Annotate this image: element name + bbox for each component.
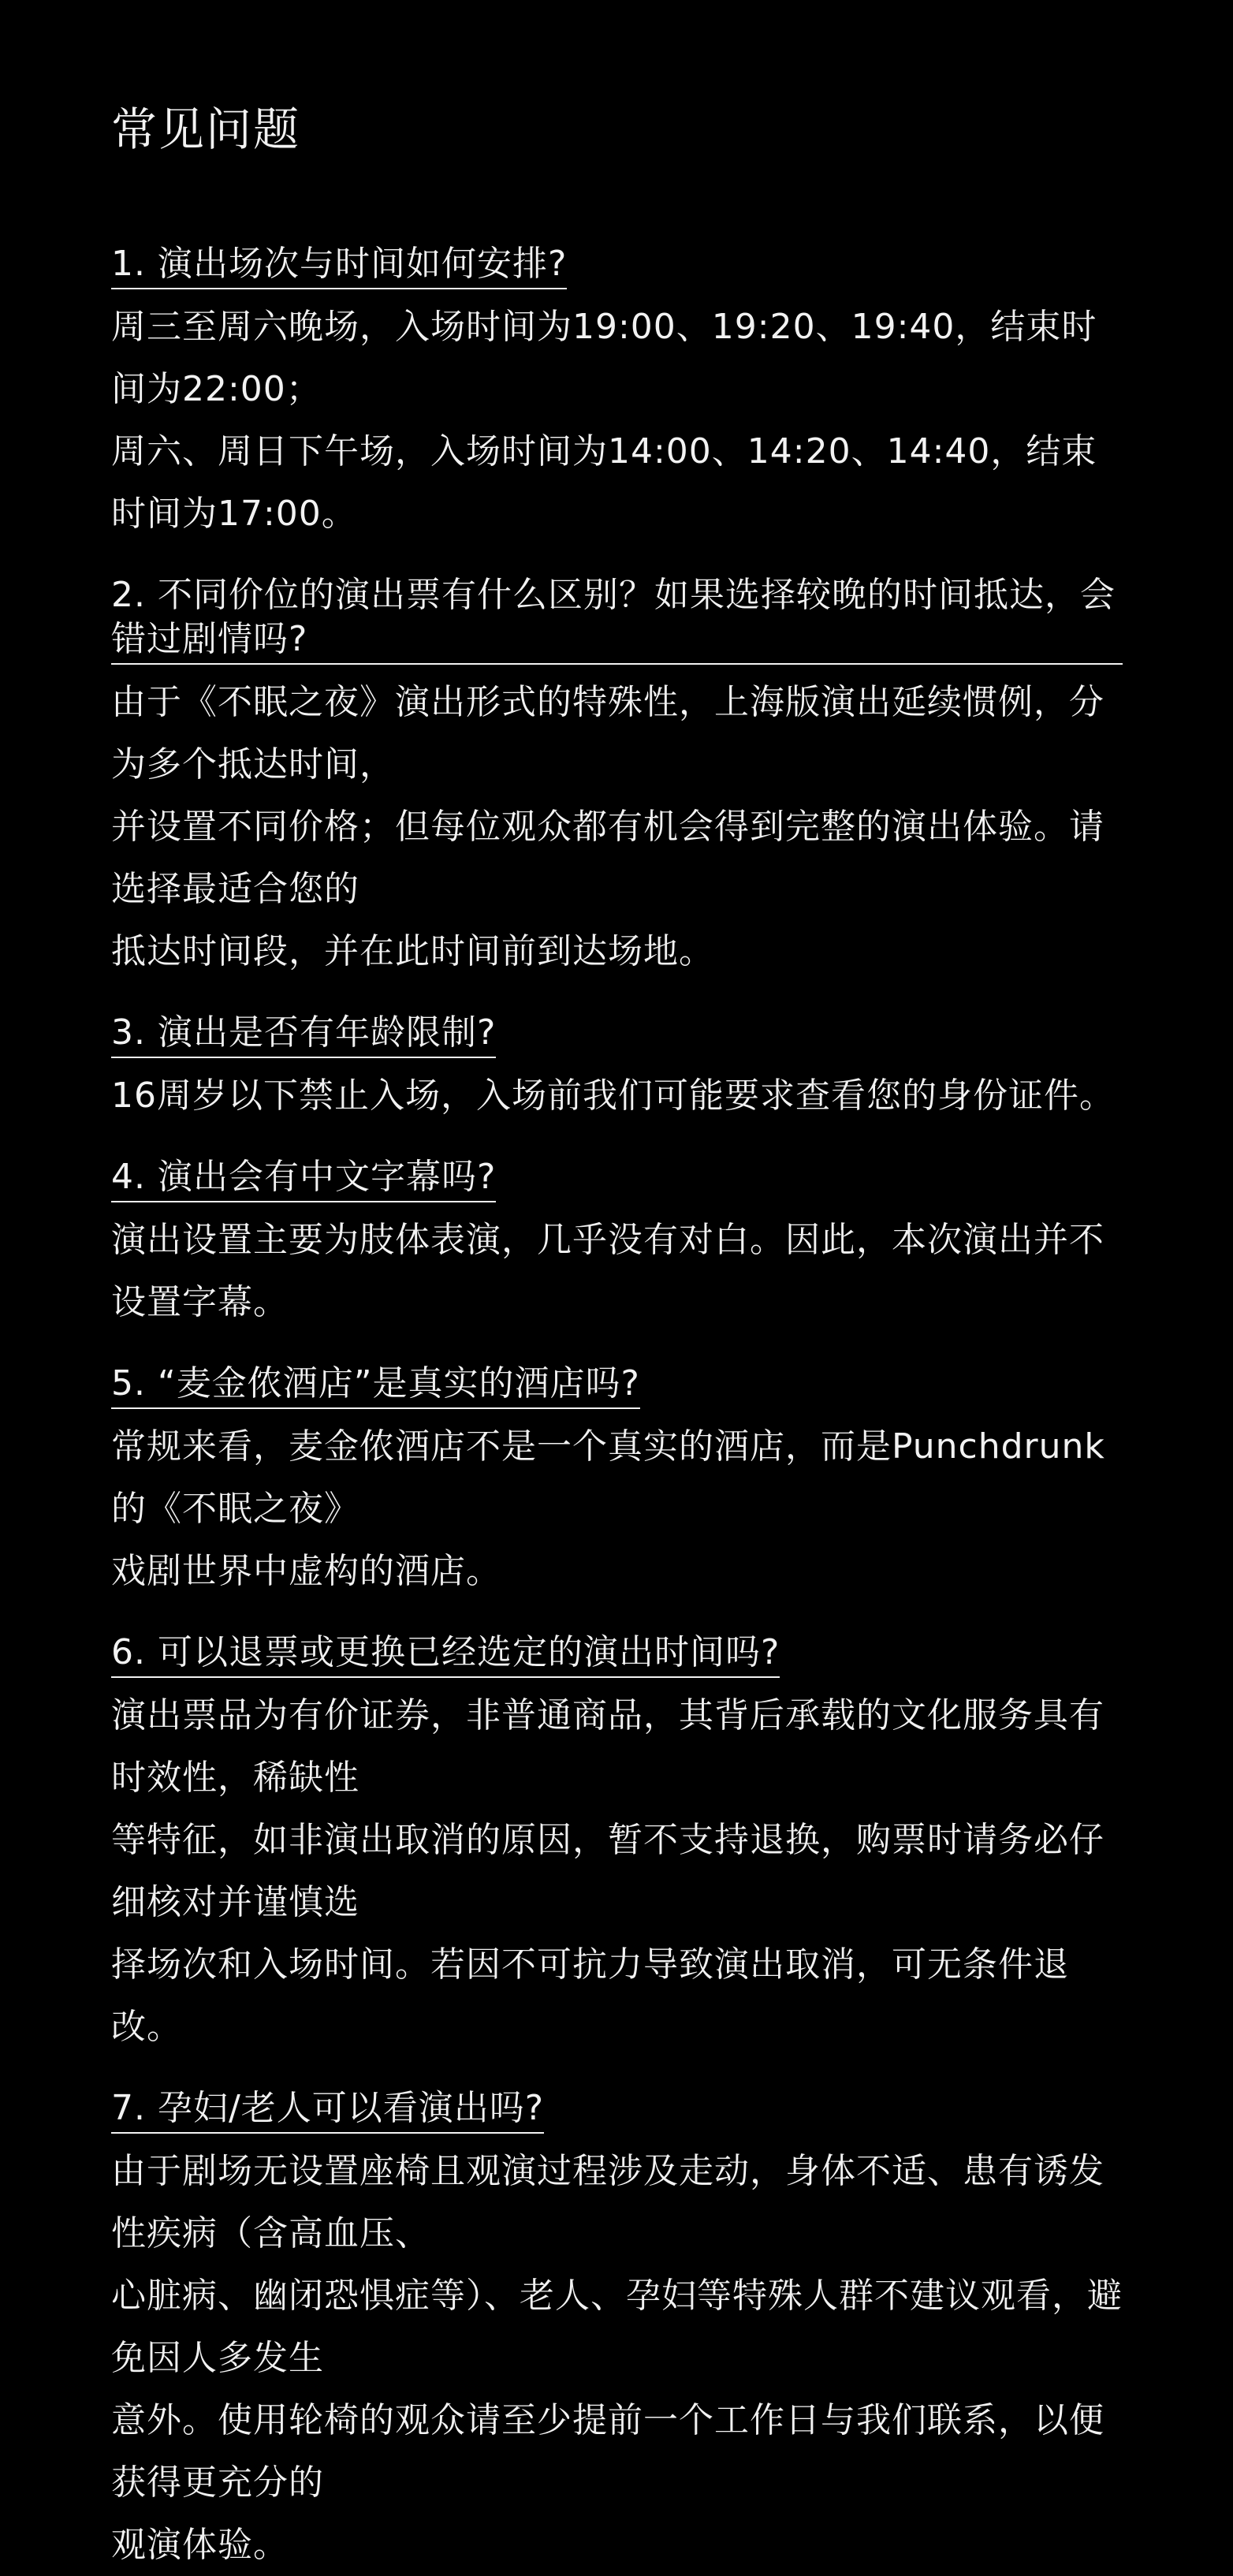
faq-question: 4. 演出会有中文字幕吗? xyxy=(111,1155,496,1202)
faq-question: 7. 孕妇/老人可以看演出吗? xyxy=(111,2086,544,2134)
faq-item-4 xyxy=(111,1155,1123,1333)
faq-answer: 16周岁以下禁止入场，入场前我们可能要求查看您的身份证件。 xyxy=(111,1076,1115,1116)
faq-item-2 xyxy=(111,573,1123,982)
faq-question: 2. 不同价位的演出票有什么区别？如果选择较晚的时间抵达，会错过剧情吗? xyxy=(111,573,1123,665)
faq-answer: 演出设置主要为肢体表演，几乎没有对白。因此，本次演出并不设置字幕。 xyxy=(111,1220,1104,1322)
faq-item-1 xyxy=(111,242,1123,545)
faq-question: 3. 演出是否有年龄限制? xyxy=(111,1011,496,1058)
faq-item-6 xyxy=(111,1631,1123,2058)
faq-item-7 xyxy=(111,2086,1123,2576)
faq-item-5 xyxy=(111,1362,1123,1602)
page-title: 常见问题 xyxy=(111,103,301,156)
faq-question: 6. 可以退票或更换已经选定的演出时间吗? xyxy=(111,1631,780,1678)
faq-question: 1. 演出场次与时间如何安排? xyxy=(111,242,567,289)
faq-answer: 演出票品为有价证券，非普通商品，其背后承载的文化服务具有时效性，稀缺性 等特征，如非演出取消的原因，暂不支持退换，购票时请务必仔细核对并谨慎选 择场次和入场时间。若因不可抗力导致演出取消，可无条件退改。 xyxy=(111,1695,1104,2047)
faq-answer: 由于剧场无设置座椅且观演过程涉及走动，身体不适、患有诱发性疾病（含高血压、 心脏病、幽闭恐惧症等）、老人、孕妇等特殊人群不建议观看，避免因人多发生 意外。使用轮椅的观众请至少提前一个工作日与我们联系，以便获得更充分的 观演体验。 xyxy=(111,2151,1123,2565)
faq-answer: 由于《不眠之夜》演出形式的特殊性，上海版演出延续惯例，分为多个抵达时间， 并设置不同价格；但每位观众都有机会得到完整的演出体验。请选择最适合您的 抵达时间段，并在此时间前到达场地。 xyxy=(111,682,1104,971)
faq-question: 5. “麦金侬酒店”是真实的酒店吗? xyxy=(111,1362,640,1409)
faq-answer: 常规来看，麦金侬酒店不是一个真实的酒店，而是Punchdrunk的《不眠之夜》 戏剧世界中虚构的酒店。 xyxy=(111,1426,1105,1591)
faq-answer: 周三至周六晚场，入场时间为19:00、19:20、19:40，结束时间为22:00； 周六、周日下午场，入场时间为14:00、14:20、14:40，结束时间为17:00。 xyxy=(111,307,1097,534)
faq-item-3 xyxy=(111,1011,1123,1127)
